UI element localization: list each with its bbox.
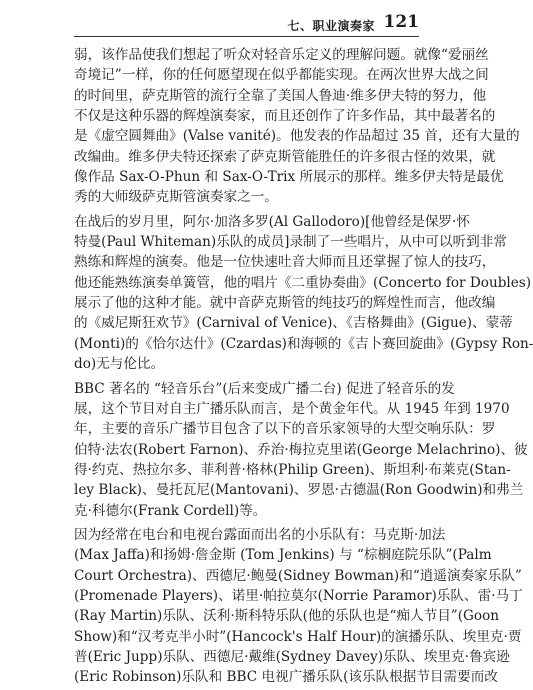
text-line: 他还能熟练演奏单簧管，他的唱片《二重协奏曲》(Concerto for Doubles) <box>74 274 532 291</box>
text-line: (Ray Martin)乐队、沃利·斯科特乐队(他的乐队也是“痴人节目”(Goon <box>74 608 500 625</box>
paragraph-2 <box>74 212 533 375</box>
text-line: 弱，该作品使我们想起了听众对轻音乐定义的理解问题。就像“爱丽丝 <box>74 47 489 63</box>
body-text <box>74 45 533 688</box>
paragraph-4 <box>74 525 523 688</box>
paragraph-3 <box>74 379 528 521</box>
text-line: 奇境记”一样，你的任何愿望现在似乎都能实现。在两次世界大战之间 <box>74 67 489 84</box>
paragraph-1 <box>74 45 520 208</box>
text-line: 的《威尼斯狂欢节》(Carnival of Venice)、《吉格舞曲》(Gigue)、蒙蒂 <box>74 315 513 332</box>
text-line: 展示了他的这种才能。就中音萨克斯管的纯技巧的辉煌性而言，他改编 <box>74 295 496 312</box>
text-line: 秀的大师级萨克斯管演奏家之一。 <box>74 189 278 206</box>
text-line: 像作品 Sax-O-Phun 和 Sax-O-Trix 所展示的那样。维多伊夫特是最优 <box>74 169 504 186</box>
text-line: 不仅是这种乐器的辉煌演奏家，而且还创作了许多作品，其中最著名的 <box>74 108 496 125</box>
text-line: 年，主要的音乐广播节目包含了以下的音乐家领导的大型交响乐队：罗 <box>74 421 496 438</box>
text-line: 克·科德尔(Frank Cordell)等。 <box>74 502 267 519</box>
page-number: 121 <box>383 12 419 32</box>
text-line: ley Black)、曼托瓦尼(Mantovani)、罗恩·古德温(Ron Goodwin)和弗兰 <box>74 482 524 499</box>
text-line: (Promenade Players)、诺里·帕拉莫尔(Norrie Paramor)乐队、雷·马丁 <box>74 587 523 604</box>
text-line: 是《虚空圆舞曲》(Valse vanité)。他发表的作品超过 35 首，还有大量的 <box>74 128 520 145</box>
text-line: 的时间里，萨克斯管的流行全靠了美国人鲁迪·维多伊夫特的努力，他 <box>74 87 487 104</box>
text-line: 伯特·法农(Robert Farnon)、乔治·梅拉克里诺(George Melachrino)、彼 <box>74 441 528 458</box>
chapter-title: 七、职业演奏家 <box>287 19 375 33</box>
text-line: 特曼(Paul Whiteman)乐队的成员]录制了一些唱片，从中可以听到非常 <box>74 234 507 251</box>
text-line: Court Orchestra)、西德尼·鲍曼(Sidney Bowman)和“逍遥演奏家乐队” <box>74 567 522 584</box>
text-line: BBC 著名的 “轻音乐台”(后来变成广播二台) 促进了轻音乐的发 <box>74 380 455 397</box>
header-rule <box>74 36 419 37</box>
text-line: 因为经常在电台和电视台露面而出名的小乐队有：马克斯·加法 <box>74 526 446 543</box>
text-line: 熟练和辉煌的演奏。他是一位快速吐音大师而且还掌握了惊人的技巧， <box>74 254 496 271</box>
text-line: 改编曲。维多伊夫特还探索了萨克斯管能胜任的许多很古怪的效果，就 <box>74 148 496 165</box>
text-line: 在战后的岁月里，阿尔·加洛多罗(Al Gallodoro)[他曾经是保罗·怀 <box>74 213 470 230</box>
text-line: 展，这个节目对自主广播乐队而言，是个黄金年代。从 1945 年到 1970 <box>74 400 510 417</box>
text-line: do)无与伦比。 <box>74 356 165 373</box>
running-head <box>74 8 419 33</box>
text-line: Show)和“汉考克半小时”(Hancock's Half Hour)的演播乐队、埃里克·贾 <box>74 628 522 645</box>
text-line: (Max Jaffa)和扬姆·詹金斯 (Tom Jenkins) 与 “棕榈庭院乐队”(Palm <box>74 547 492 564</box>
text-line: 得·约克、热拉尔多、菲利普·格林(Philip Green)、斯坦利·布莱克(Stan- <box>74 461 511 478</box>
text-line: 普(Eric Jupp)乐队、西德尼·戴维(Sydney Davey)乐队、埃里克·鲁宾逊 <box>74 648 510 665</box>
text-line: (Monti)的《恰尔达什》(Czardas)和海顿的《吉卜赛回旋曲》(Gypsy Ron- <box>74 335 533 352</box>
text-line: (Eric Robinson)乐队和 BBC 电视广播乐队(该乐队根据节目需要而改 <box>74 669 498 686</box>
